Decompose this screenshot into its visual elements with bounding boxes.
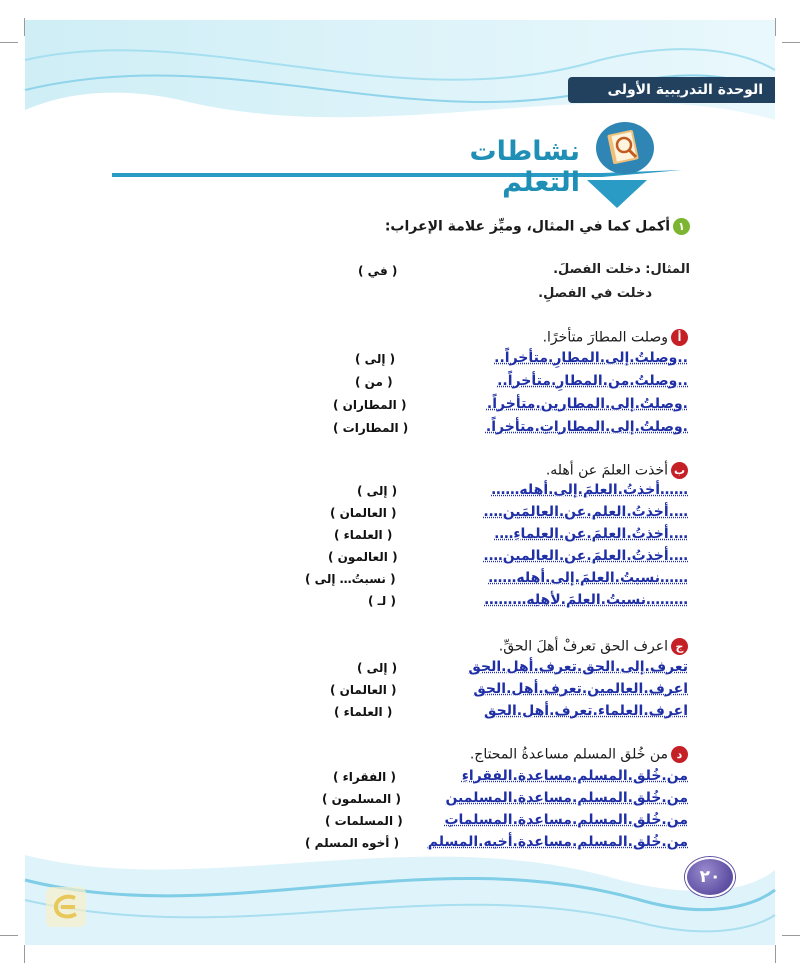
section-a-item: .وصلتُ.إلى.المطارين.متأخراً. bbox=[486, 396, 688, 412]
section-b-answer: ( لـ ) bbox=[368, 594, 396, 608]
section-b-answer: ( العالمون ) bbox=[328, 550, 398, 564]
section-b-item: ….أخذتُ.العلمَ.عن.العلماءِ…. bbox=[494, 526, 688, 542]
section-b-item: ……نسبتُ.العلمَ.إلى.أهله…… bbox=[488, 570, 688, 586]
section-b-answer: ( إلى ) bbox=[357, 484, 398, 498]
section-c-answer: ( إلى ) bbox=[357, 661, 398, 675]
section-b-answer: ( نسبتُ… إلى ) bbox=[305, 572, 396, 586]
section-c-item: اعرف.العالمين.تعرف.أهل.الحق bbox=[473, 681, 688, 697]
section-a-prompt bbox=[543, 329, 688, 346]
section-d-answer: ( أخوه المسلم ) bbox=[305, 836, 400, 850]
prompt-text: من خُلق المسلم مساعدةُ المحتاج. bbox=[469, 746, 668, 763]
prompt-text: اعرف الحق تعرفْ أهلَ الحقِّ. bbox=[498, 638, 668, 655]
example-answer: ( في ) bbox=[358, 264, 398, 278]
section-b-item: ….أخذتُ.العلمَ.عن.العالمين…. bbox=[483, 548, 688, 564]
section-b-answer: ( العلماء ) bbox=[334, 528, 393, 542]
section-d-item: من.خُلق.المسلم.مساعدة.أخيه.المسلم bbox=[427, 834, 688, 850]
crop-mark bbox=[24, 945, 25, 963]
section-d-item: من.خُلق.المسلم.مساعدة.الفقراءِ bbox=[461, 768, 688, 784]
exercise-number-badge: ١ bbox=[673, 218, 690, 235]
example-label: المثال: دخلت الفصلَ. bbox=[553, 262, 690, 277]
page-number: ٢٠ bbox=[685, 857, 735, 897]
section-c-answer: ( العلماء ) bbox=[334, 705, 393, 719]
section-c-answer: ( العالمان ) bbox=[330, 683, 397, 697]
section-b-item: ….أخذتُ.العلم.عن.العالمَين…. bbox=[483, 504, 688, 520]
section-letter-badge: ج bbox=[671, 638, 688, 655]
section-d-prompt bbox=[470, 746, 688, 763]
instruction-text: أكمل كما في المثال، وميِّز علامة الإعراب: bbox=[384, 218, 670, 235]
crop-mark bbox=[24, 18, 25, 36]
crop-mark bbox=[0, 935, 18, 936]
crop-mark bbox=[782, 42, 800, 43]
exercise-instruction bbox=[385, 218, 690, 235]
section-c-item: تعرف.إلى.الحق.تعرف.أهل.الحق bbox=[468, 659, 688, 675]
unit-label: الوحدة التدريبية الأولى bbox=[568, 77, 775, 103]
section-c-prompt bbox=[499, 638, 688, 655]
section-d-item: من.خُلق.المسلم.مساعدة.المسلماتِ bbox=[444, 812, 688, 828]
section-letter-badge: د bbox=[671, 746, 688, 763]
logo-watermark bbox=[45, 886, 87, 928]
section-d-answer: ( المسلمون ) bbox=[322, 792, 401, 806]
section-a-answer: ( المطارات ) bbox=[333, 421, 409, 435]
section-title: نشاطات التعلم bbox=[469, 136, 580, 198]
example-result: دخلت في الفصلِ. bbox=[538, 286, 652, 301]
section-b-prompt bbox=[546, 462, 688, 479]
section-b-item: ………نسبتُ.العلمَ.لأهلِه……… bbox=[484, 592, 688, 608]
section-letter-badge: أ bbox=[671, 329, 688, 346]
section-letter-badge: ب bbox=[671, 462, 688, 479]
book-search-icon bbox=[594, 118, 656, 176]
crop-mark bbox=[775, 945, 776, 963]
prompt-text: وصلت المطارَ متأخرًا. bbox=[542, 329, 668, 346]
section-d-item: من.خُلق.المسلم.مساعدة.المسلمين bbox=[445, 790, 688, 806]
crop-mark bbox=[775, 18, 776, 36]
section-a-answer: ( المطاران ) bbox=[333, 398, 407, 412]
section-a-answer: ( إلى ) bbox=[355, 352, 396, 366]
section-a-answer: ( من ) bbox=[355, 375, 393, 389]
section-a-item: .وصلتُ.إلى.المطاراتِ.متأخراً. bbox=[485, 419, 688, 435]
crop-mark bbox=[0, 42, 18, 43]
section-d-answer: ( المسلمات ) bbox=[325, 814, 403, 828]
section-d-answer: ( الفقراء ) bbox=[333, 770, 396, 784]
crop-mark bbox=[782, 935, 800, 936]
section-a-item: ..وصلتُ.من.المطارِ.متأخراً.. bbox=[497, 373, 688, 389]
section-c-item: اعرف.العلماء.تعرف.أهل.الحق bbox=[484, 703, 688, 719]
section-b-item: ……أخذتُ.العلمَ.إلى.أهله…… bbox=[491, 482, 688, 498]
prompt-text: أخذت العلمَ عن أهله. bbox=[545, 462, 668, 479]
section-a-item: ..وصلتُ.إلى.المطارِ.متأخراً.. bbox=[494, 350, 688, 366]
section-b-answer: ( العالمان ) bbox=[330, 506, 397, 520]
